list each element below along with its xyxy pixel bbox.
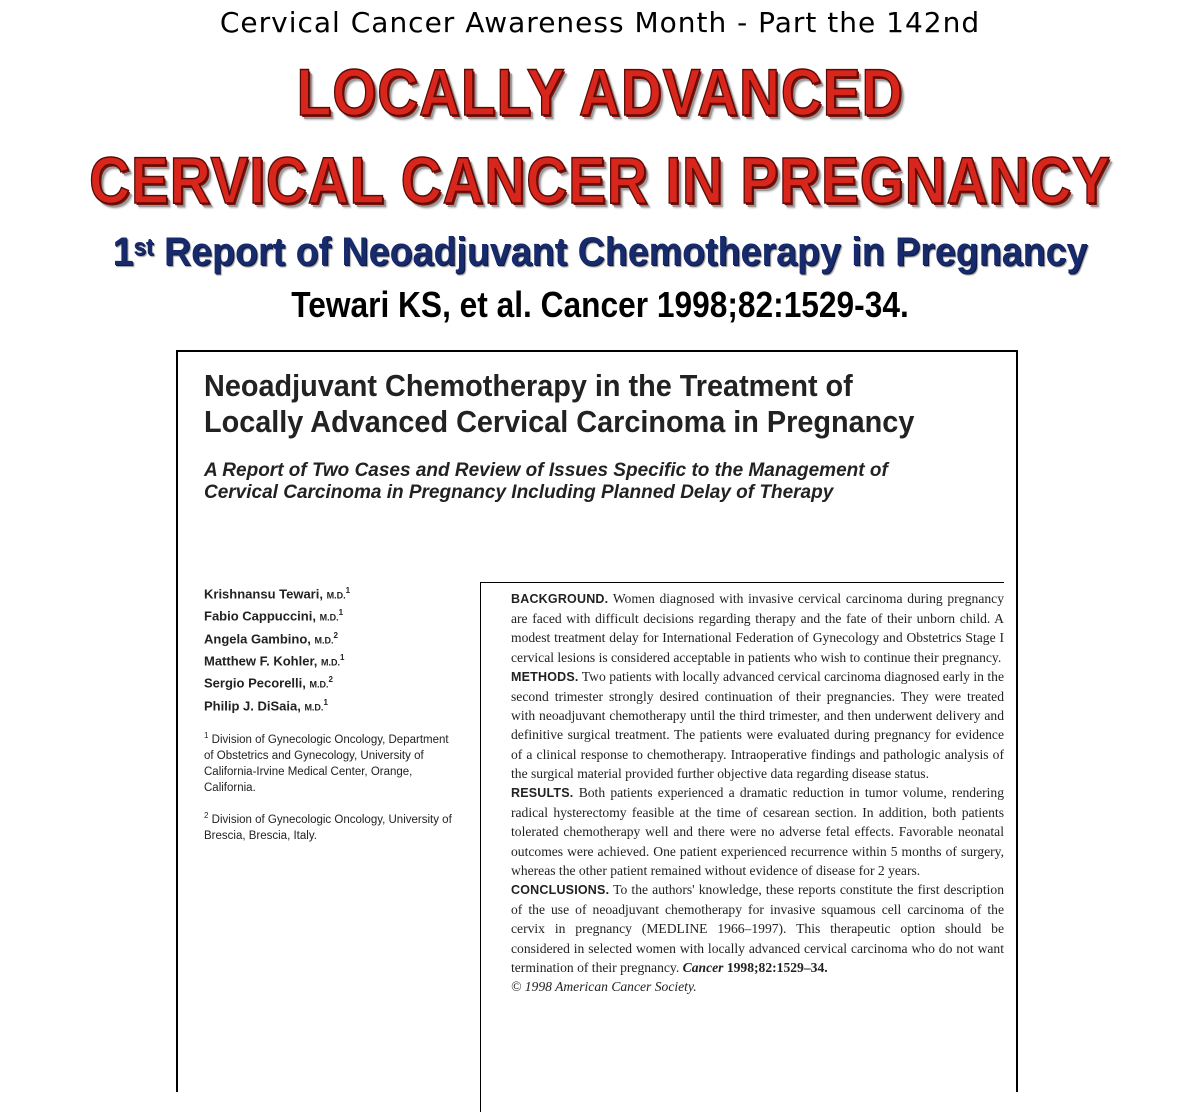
- journal-reference: Cancer 1998;82:1529–34.: [682, 959, 828, 975]
- section-label: CONCLUSIONS.: [511, 883, 610, 898]
- subheading-text: Report of Neoadjuvant Chemotherapy in Pregnancy: [153, 230, 1088, 274]
- ordinal-suffix: st: [133, 234, 154, 261]
- paper-title: [204, 368, 948, 440]
- author: Sergio Pecorelli, M.D.$^2$: [204, 675, 333, 691]
- paper-subtitle: [204, 460, 964, 504]
- abstract-conclusions: CONCLUSIONS. To the authors' knowledge, these reports constitute the first description of the use of neoadjuvant chemotherapy for invasive squamous cell carcinoma of the cervix in pregnancy (MEDLINE 1966–1997). This therapeutic option should be considered in selected women with locally advanced cervical carcinoma who do not want termination of their pregnancy. Cancer 1998;82:1529–34.: [511, 882, 1005, 975]
- abstract-background: BACKGROUND. Women diagnosed with invasive cervical carcinoma during pregnancy are faced with difficult decisions regarding therapy and the fate of their unborn child. A modest treatment delay for International Federation of Gynecology and Obstetrics Stage I cervical lesions is considered acceptable in patients who wish to continue their pregnancy.: [511, 591, 1004, 665]
- report-subheading: [36, 230, 1164, 275]
- section-label: BACKGROUND.: [511, 592, 609, 606]
- section-label: METHODS.: [511, 669, 579, 684]
- author-column: [204, 582, 464, 844]
- paper-title-line-2: Locally Advanced Cervical Carcinoma in Pregnancy: [204, 404, 915, 439]
- paper-title-line-1: Neoadjuvant Chemotherapy in the Treatment of: [204, 368, 853, 403]
- series-heading: Cervical Cancer Awareness Month - Part the 142nd: [219, 6, 981, 39]
- affiliation: $^1$ Division of Gynecologic Oncology, Department of Obstetrics and Gynecology, University of California-Irvine Medical Center, Orange, California.: [204, 730, 449, 794]
- author: Krishnansu Tewari, M.D.$^1$: [204, 586, 351, 602]
- abstract-methods: METHODS. Two patients with locally advanced cervical carcinoma diagnosed early in the second trimester strongly desired continuation of their pregnancies. They were treated with neoadjuvant chemotherapy until the third trimester, and then underwent delivery and definitive surgical treatment. The patients were evaluated during pregnancy for evidence of a clinical response to chemotherapy. Intraoperative findings and pathologic analysis of the surgical material provided further objective data regarding disease status.: [511, 668, 1004, 781]
- author: Angela Gambino, M.D.$^2$: [204, 630, 338, 646]
- paper-subtitle-line-2: Cervical Carcinoma in Pregnancy Including Planned Delay of Therapy: [204, 482, 834, 503]
- author-list: [204, 582, 464, 716]
- author: Philip J. DiSaia, M.D.$^1$: [204, 697, 328, 713]
- paper-subtitle-line-1: A Report of Two Cases and Review of Issues Specific to the Management of: [204, 460, 888, 481]
- section-label: RESULTS.: [511, 786, 574, 801]
- ordinal-number: 1: [112, 230, 134, 274]
- copyright: © 1998 American Cancer Society.: [511, 979, 697, 995]
- affiliation: $^2$ Division of Gynecologic Oncology, University of Brescia, Brescia, Italy.: [204, 810, 452, 842]
- affiliations: [204, 728, 464, 844]
- citation: Tewari KS, et al. Cancer 1998;82:1529-34.: [291, 284, 909, 325]
- paper-excerpt: [176, 350, 1018, 1092]
- main-title-line-1: LOCALLY ADVANCED: [296, 55, 904, 129]
- author: Matthew F. Kohler, M.D.$^1$: [204, 652, 345, 669]
- abstract-results: RESULTS. Both patients experienced a dramatic reduction in tumor volume, rendering radical hysterectomy feasible at the time of cesarean section. In addition, both patients tolerated chemotherapy well and there were no adverse fetal effects. Favorable neonatal outcomes were achieved. One patient experienced recurrence within 5 months of surgery, whereas the other patient remained without evidence of disease for 2 years.: [511, 785, 1005, 878]
- abstract: [480, 582, 1004, 1112]
- main-title-line-2: CERVICAL CANCER IN PREGNANCY: [89, 143, 1111, 217]
- author: Fabio Cappuccini, M.D.$^1$: [204, 608, 344, 624]
